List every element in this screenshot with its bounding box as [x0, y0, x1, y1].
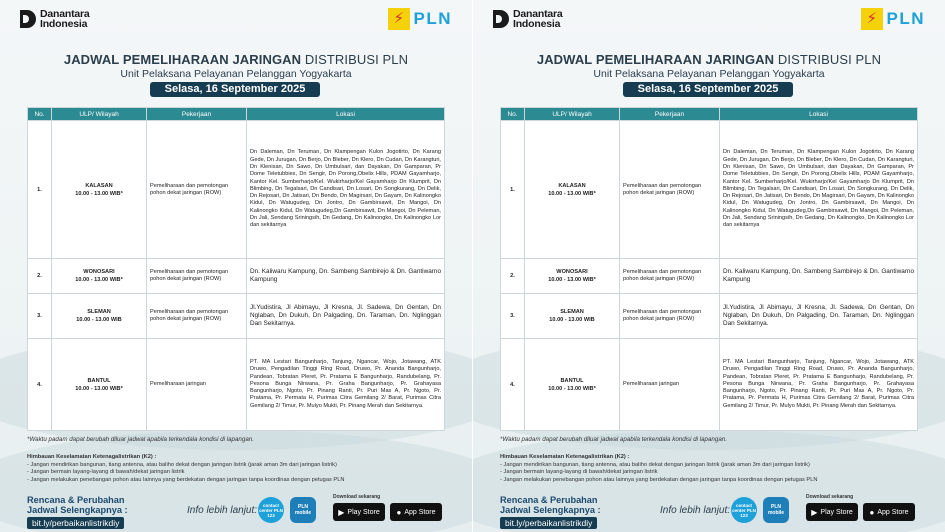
table-row: [501, 294, 918, 339]
page-title: [473, 52, 945, 67]
page-subtitle: Unit Pelaksana Pelayanan Pelanggan Yogyakarta: [120, 68, 352, 80]
area-name: BANTUL: [560, 377, 584, 384]
logo-line: Danantara: [40, 8, 90, 20]
schedule-link[interactable]: bit.ly/perbaikanlistrikdiy: [500, 517, 597, 529]
row-area: [52, 121, 147, 259]
row-no: 1.: [28, 121, 52, 259]
row-location: Dn. Kaliwaru Kampung, Dn. Sambeng Sambirejo & Dn. Gantiwarno Kampung: [720, 259, 918, 294]
area-time: 10.00 - 13.00 WIB*: [548, 385, 596, 392]
area-name: SLEMAN: [87, 309, 111, 315]
poster-right: [472, 0, 945, 532]
play-icon: ▶: [811, 507, 818, 517]
row-location: Jl.Yudistira, Jl Abimayu, Jl Kresna, Jl. Sadewa, Dn Gentan, Dn Nglaban, Dn Dukuh, Dn Palgading, Dn. Taraman, Dn. Nglinggan Dan Sekitarnya.: [247, 294, 445, 339]
schedule-link[interactable]: bit.ly/perbaikanlistrikdiy: [27, 517, 124, 529]
contact-center-icon[interactable]: contact center PLN 123: [258, 497, 284, 523]
header-job: Pekerjaan: [147, 108, 247, 121]
pln-logo: [861, 8, 926, 30]
row-area: [525, 294, 620, 339]
date-badge: Selasa, 16 September 2025: [623, 82, 793, 97]
table-row: [501, 259, 918, 294]
row-job: Pemeliharaan dan pemotongan pohon dekat jaringan (ROW): [147, 259, 247, 294]
app-store-label: App Store: [404, 508, 436, 516]
play-icon: ▶: [338, 507, 345, 517]
row-no: 3.: [28, 294, 52, 339]
area-time: 10.00 - 13.00 WIB*: [75, 190, 123, 197]
row-location: PT. MA Lestari Bangunharjo, Tanjung, Ngancar, Wojo, Jotawang, ATK Druwo, Pengadilan Tinggi Ring Road, Druwo, Pr. Ananda Bangunharjo, Pandean, Tobratan Pleret, Pr. Pratama E Bangunharjo, Randubelang, Pr. Pesona Bunga Nirwana, Pr. Graha Bangunharjo, Pr. Grahayasa Bangunharjo, Ngoto, Pr. Pinang Ranti, Pr. Puri Mas A, Pr. Ngoto, Pr. Pratama, Pr. Permata H, Purimas Citra Gemilang 2/ Barat, Purimas Citra Gemilang 2/ Timur, Pr. Mulyo Mukti, Pr. Pinang Merah dan Sekitarnya.: [720, 339, 918, 431]
row-location: Dn Daleman, Dn Teruman, Dn Klampengan Kulon Jogotirto, Dn Karang Gede, Dn Jurugan, Dn Berjo, Dn Bleber, Dn Klero, Dn Cudan, Dn Karangturi, Dn Klenisan, Dn Sawo, Dn Umbulsari, dan Dayakan, Dn Gamparan, Pr Dome Teletubbies, Dn Sengir, Dn Porong,Obelix Hills, PDAM Gayamharjo, Kantor Kel. Sumberharjo/Kel. Wukirharjo/Kel Gayamharjo Dn Klumprit, Dn Blimbing, Dn Tegalsari, Dn Candisari, Dn Losari, Dn Songkurang, Dn Delik, Dn Rejosari, Dn Jatisari, Dn Bendo, Dn Magirsari, Dn Gayam, Dn Kalinongko Kidul, Dn Watugudeg, Dn Jontro, Dn Gambirsawit, Dn Mangoi, Dn Kalinongko Kidul, Dn Watugudeg,Dn Gambirsawit, Dn Mangoi, Dn Peleman, Dn Jali, Sendang Sriningsih, Dn Gedang, Dn Kalinongko, Dn Kalinongko Lor dan sekitarnya: [720, 121, 918, 259]
pln-wordmark: PLN: [413, 9, 452, 28]
cta-line: Rencana & Perubahan: [500, 495, 598, 505]
download-label: Download sekarang: [333, 494, 381, 500]
row-no: 3.: [501, 294, 525, 339]
table-header: [501, 108, 918, 121]
row-no: 4.: [501, 339, 525, 431]
note: *Waktu padam dapat berubah diluar jadwal apabila terkendala kondisi di lapangan.: [27, 436, 254, 443]
contact-center-icon[interactable]: contact center PLN 123: [731, 497, 757, 523]
table-row: [501, 339, 918, 431]
area-name: WONOSARI: [83, 269, 115, 275]
row-area: [52, 259, 147, 294]
header-job: Pekerjaan: [620, 108, 720, 121]
row-area: [525, 259, 620, 294]
table-row: [501, 121, 918, 259]
row-no: 4.: [28, 339, 52, 431]
cta-line: Jadwal Selengkapnya :: [500, 505, 601, 515]
header-ulp: ULP/ Wilayah: [525, 108, 620, 121]
logo-line: Indonesia: [40, 18, 88, 30]
k2-advisory: [500, 454, 817, 484]
play-store-button[interactable]: [333, 503, 385, 521]
page-title: [0, 52, 472, 67]
header-no: No.: [28, 108, 52, 121]
k2-item: - Jangan melakukan penebangan pohon atau lainnya yang berdekatan dengan jaringan tanpa koordinas dengan petugas PLN: [500, 476, 818, 483]
note: *Waktu padam dapat berubah diluar jadwal apabila terkendala kondisi di lapangan.: [500, 436, 727, 443]
pln-bolt-icon: ⚡: [388, 8, 410, 30]
danantara-logo: [20, 9, 90, 29]
pln-logo: [388, 8, 453, 30]
app-store-button[interactable]: [390, 503, 442, 521]
pln-wordmark: PLN: [886, 9, 925, 28]
header-loc: Lokasi: [247, 108, 445, 121]
table-row: [28, 339, 445, 431]
danantara-icon: [20, 10, 36, 28]
schedule-cta: [500, 495, 601, 515]
k2-item: - Jangan bermain layang-layang di bawah/dekat jaringan listrik: [500, 469, 658, 476]
area-name: WONOSARI: [556, 269, 588, 275]
area-name: SLEMAN: [560, 309, 584, 315]
row-location: Jl.Yudistira, Jl Abimayu, Jl Kresna, Jl. Sadewa, Dn Gentan, Dn Nglaban, Dn Dukuh, Dn Palgading, Dn. Taraman, Dn. Nglinggan Dan Sekitarnya.: [720, 294, 918, 339]
row-area: [52, 339, 147, 431]
row-job: Pemeliharaan dan pemotongan pohon dekat jaringan (ROW): [620, 121, 720, 259]
row-area: [525, 339, 620, 431]
schedule-table: [27, 107, 445, 431]
info-label: Info lebih lanjut:: [187, 505, 258, 516]
play-store-label: Play Store: [820, 508, 853, 516]
header-ulp: ULP/ Wilayah: [52, 108, 147, 121]
apple-icon: ●: [396, 507, 402, 517]
play-store-label: Play Store: [347, 508, 380, 516]
area-time: 10.00 - 13.00 WIB*: [548, 277, 596, 283]
k2-advisory: [27, 454, 344, 484]
row-no: 1.: [501, 121, 525, 259]
row-area: [525, 121, 620, 259]
app-store-label: App Store: [877, 508, 909, 516]
table-row: [28, 259, 445, 294]
row-location: Dn. Kaliwaru Kampung, Dn. Sambeng Sambirejo & Dn. Gantiwarno Kampung: [247, 259, 445, 294]
row-job: Pemeliharaan jaringan: [147, 339, 247, 431]
title-bold: JADWAL PEMELIHARAAN JARINGAN: [63, 52, 302, 67]
title-bold: JADWAL PEMELIHARAAN JARINGAN: [536, 52, 775, 67]
table-row: [28, 294, 445, 339]
area-time: 10.00 - 13.00 WIB*: [548, 190, 596, 197]
logo-line: Indonesia: [513, 18, 561, 30]
row-job: Pemeliharaan dan pemotongan pohon dekat jaringan (ROW): [620, 259, 720, 294]
k2-title: Himbauan Keselamatan Ketenagalistrikan (K2) :: [27, 454, 157, 460]
area-time: 10.00 - 13.00 WIB*: [75, 277, 123, 283]
row-no: 2.: [28, 259, 52, 294]
area-time: 10.00 - 13.00 WIB: [76, 317, 122, 323]
row-job: Pemeliharaan jaringan: [620, 339, 720, 431]
download-label: Download sekarang: [806, 494, 854, 500]
apple-icon: ●: [869, 507, 875, 517]
row-location: Dn Daleman, Dn Teruman, Dn Klampengan Kulon Jogotirto, Dn Karang Gede, Dn Jurugan, Dn Berjo, Dn Bleber, Dn Klero, Dn Cudan, Dn Karangturi, Dn Klenisan, Dn Sawo, Dn Umbulsari, dan Dayakan, Dn Gamparan, Pr Dome Teletubbies, Dn Sengir, Dn Porong,Obelix Hills, PDAM Gayamharjo, Kantor Kel. Sumberharjo/Kel. Wukirharjo/Kel Gayamharjo Dn Klumprit, Dn Blimbing, Dn Tegalsari, Dn Candisari, Dn Losari, Dn Songkurang, Dn Delik, Dn Rejosari, Dn Jatisari, Dn Bendo, Dn Magirsari, Dn Gayam, Dn Kalinongko Kidul, Dn Watugudeg, Dn Jontro, Dn Gambirsawit, Dn Mangoi, Dn Kalinongko Kidul, Dn Watugudeg,Dn Gambirsawit, Dn Mangoi, Dn Peleman, Dn Jali, Sendang Sriningsih, Dn Gedang, Dn Kalinongko, Dn Kalinongko Lor dan sekitarnya: [247, 121, 445, 259]
table-row: [28, 121, 445, 259]
title-rest: DISTRIBUSI PLN: [774, 52, 882, 67]
danantara-logo: [493, 9, 563, 29]
k2-title: Himbauan Keselamatan Ketenagalistrikan (K2) :: [500, 454, 630, 460]
danantara-icon: [493, 10, 509, 28]
logo-line: Danantara: [513, 8, 563, 20]
k2-item: - Jangan melakukan penebangan pohon atau lainnya yang berdekatan dengan jaringan tanpa koordinas dengan petugas PLN: [27, 476, 345, 483]
header-loc: Lokasi: [720, 108, 918, 121]
area-name: BANTUL: [87, 377, 111, 384]
pln-bolt-icon: ⚡: [861, 8, 883, 30]
area-time: 10.00 - 13.00 WIB*: [75, 385, 123, 392]
area-time: 10.00 - 13.00 WIB: [549, 317, 595, 323]
row-job: Pemeliharaan dan pemotongan pohon dekat jaringan (ROW): [147, 121, 247, 259]
row-location: PT. MA Lestari Bangunharjo, Tanjung, Ngancar, Wojo, Jotawang, ATK Druwo, Pengadilan Tinggi Ring Road, Druwo, Pr. Ananda Bangunharjo, Pandean, Tobratan Pleret, Pr. Pratama E Bangunharjo, Randubelang, Pr. Pesona Bunga Nirwana, Pr. Graha Bangunharjo, Pr. Grahayasa Bangunharjo, Ngoto, Pr. Pinang Ranti, Pr. Puri Mas A, Pr. Ngoto, Pr. Pratama, Pr. Permata H, Purimas Citra Gemilang 2/ Barat, Purimas Citra Gemilang 2/ Timur, Pr. Mulyo Mukti, Pr. Pinang Merah dan Sekitarnya.: [247, 339, 445, 431]
k2-item: - Jangan mendirikan bangunan, tiang antenna, atau baliho dekat dengan jaringan listrik (jarak aman 3m dari jaringan listrik): [27, 461, 337, 468]
cta-line: Jadwal Selengkapnya :: [27, 505, 128, 515]
pln-mobile-icon[interactable]: PLN mobile: [290, 497, 316, 523]
poster-left: [0, 0, 472, 532]
schedule-table: [500, 107, 918, 431]
cta-line: Rencana & Perubahan: [27, 495, 125, 505]
page-subtitle: Unit Pelaksana Pelayanan Pelanggan Yogyakarta: [593, 68, 825, 80]
play-store-button[interactable]: [806, 503, 858, 521]
pln-mobile-icon[interactable]: PLN mobile: [763, 497, 789, 523]
area-name: KALASAN: [558, 182, 586, 189]
area-name: KALASAN: [85, 182, 113, 189]
row-job: Pemeliharaan dan pemotongan pohon dekat jaringan (ROW): [147, 294, 247, 339]
info-label: Info lebih lanjut:: [660, 505, 731, 516]
schedule-cta: [27, 495, 128, 515]
date-badge: Selasa, 16 September 2025: [150, 82, 320, 97]
table-header: [28, 108, 445, 121]
title-rest: DISTRIBUSI PLN: [301, 52, 409, 67]
k2-item: - Jangan mendirikan bangunan, tiang antenna, atau baliho dekat dengan jaringan listrik (jarak aman 3m dari jaringan listrik): [500, 461, 810, 468]
row-job: Pemeliharaan dan pemotongan pohon dekat jaringan (ROW): [620, 294, 720, 339]
k2-item: - Jangan bermain layang-layang di bawah/dekat jaringan listrik: [27, 469, 185, 476]
row-area: [52, 294, 147, 339]
header-no: No.: [501, 108, 525, 121]
row-no: 2.: [501, 259, 525, 294]
app-store-button[interactable]: [863, 503, 915, 521]
